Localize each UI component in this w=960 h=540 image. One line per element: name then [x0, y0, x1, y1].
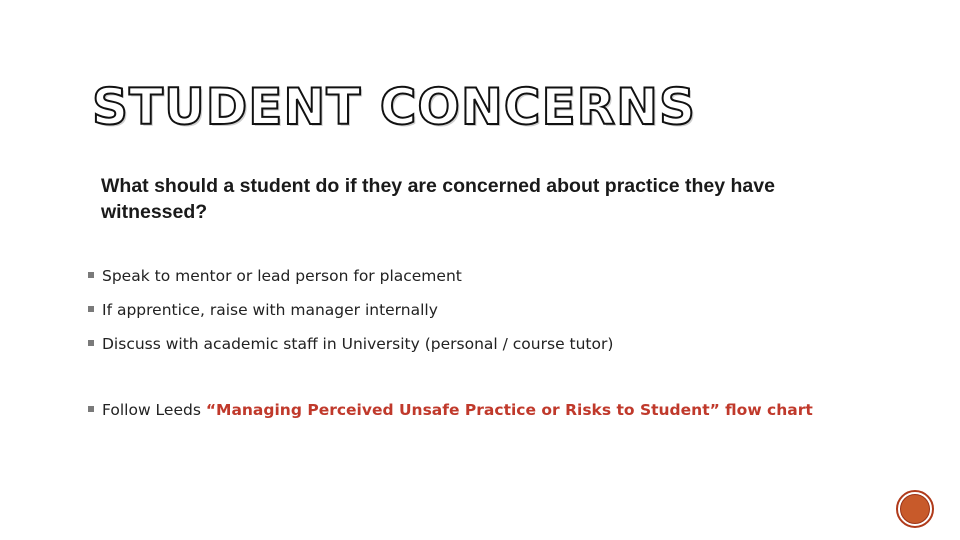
square-bullet-icon: [88, 272, 94, 278]
square-bullet-icon: [88, 340, 94, 346]
badge-circle-icon: [900, 494, 930, 524]
slide-title: STUDENT CONCERNS: [92, 78, 696, 136]
page-number-badge: [896, 490, 934, 528]
bullet-item: [88, 401, 813, 419]
bullet-item: [88, 335, 613, 353]
square-bullet-icon: [88, 406, 94, 412]
bullet-text: Speak to mentor or lead person for placement: [102, 267, 462, 285]
slide-question: What should a student do if they are concerned about practice they have witnessed?: [101, 175, 775, 223]
bullet-item: [88, 267, 462, 285]
flow-chart-reference: “Managing Perceived Unsafe Practice or Risks to Student” flow chart: [205, 401, 813, 419]
bullet-text-prefix: Follow Leeds: [102, 401, 206, 419]
bullet-item: [88, 301, 438, 319]
square-bullet-icon: [88, 306, 94, 312]
bullet-text: If apprentice, raise with manager internally: [102, 301, 438, 319]
bullet-text: Discuss with academic staff in University (personal / course tutor): [102, 335, 614, 353]
